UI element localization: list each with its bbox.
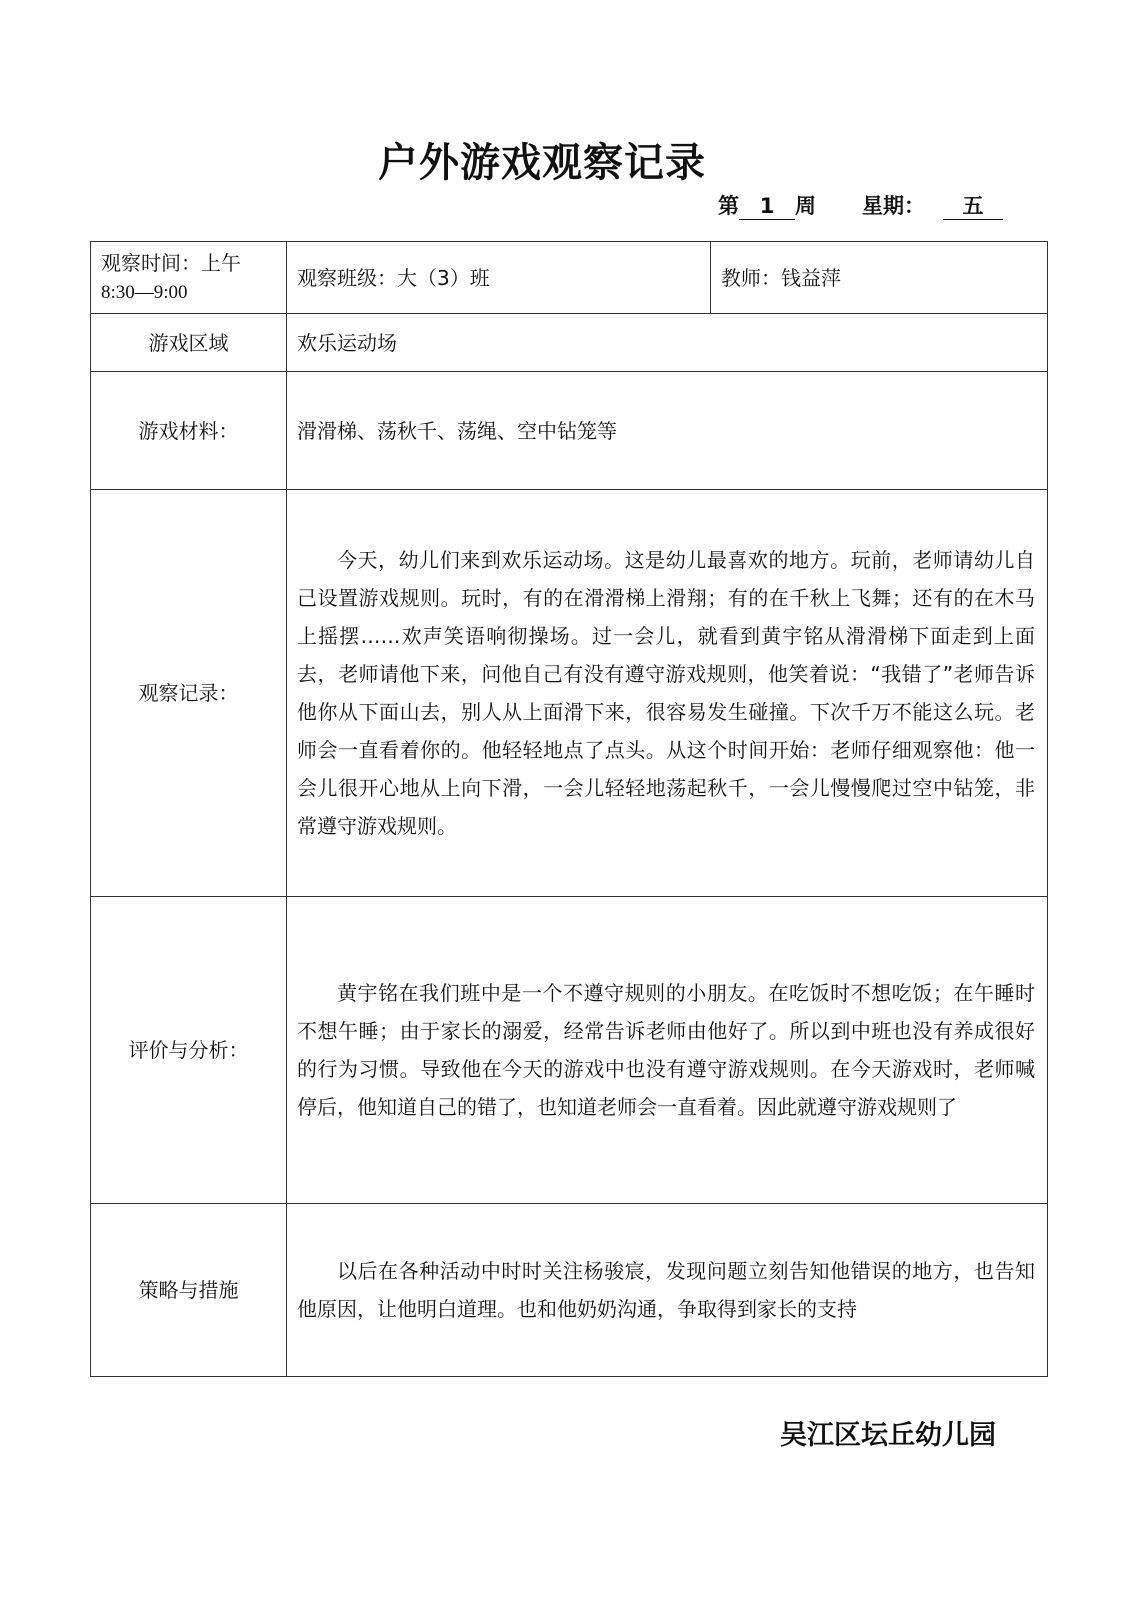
teacher-name: 教师：钱益萍 <box>711 242 1048 314</box>
week-number: 1 <box>739 193 795 220</box>
strategy-label: 策略与措施 <box>91 1204 287 1377</box>
materials-value: 滑滑梯、荡秋千、荡绳、空中钻笼等 <box>287 372 1048 490</box>
area-row <box>91 314 1048 372</box>
observation-time-cell <box>91 242 287 314</box>
weekday-value: 五 <box>943 193 1003 220</box>
observation-label: 观察记录： <box>91 490 287 897</box>
area-label: 游戏区域 <box>91 314 287 372</box>
week-prefix: 第 <box>718 194 739 218</box>
observation-content <box>287 490 1048 897</box>
observation-time-label: 观察时间：上午 <box>101 250 241 275</box>
observation-class: 观察班级：大（3）班 <box>287 242 711 314</box>
info-row <box>91 242 1048 314</box>
observation-table <box>90 241 1048 1377</box>
week-line <box>718 192 1003 220</box>
area-value: 欢乐运动场 <box>287 314 1048 372</box>
strategy-content <box>287 1204 1048 1377</box>
weekday-label: 星期： <box>862 194 925 218</box>
strategy-text: 以后在各种活动中时时关注杨骏宸，发现问题立刻告知他错误的地方，也告知他原因，让他明白道理。也和他奶奶沟通，争取得到家长的支持 <box>297 1259 1035 1321</box>
kindergarten-name: 吴江区坛丘幼儿园 <box>780 1420 996 1451</box>
evaluation-content <box>287 897 1048 1204</box>
evaluation-label: 评价与分析： <box>91 897 287 1204</box>
page-title: 户外游戏观察记录 <box>378 140 706 186</box>
materials-row <box>91 372 1048 490</box>
observation-text: 今天，幼儿们来到欢乐运动场。这是幼儿最喜欢的地方。玩前，老师请幼儿自己设置游戏规则。玩时，有的在滑滑梯上滑翔；有的在千秋上飞舞；还有的在木马上摇摆……欢声笑语响彻操场。过一会儿，就看到黄宇铭从滑滑梯下面走到上面去，老师请他下来，问他自己有没有遵守游戏规则，他笑着说：“我错了”老师告诉他你从下面山去，别人从上面滑下来，很容易发生碰撞。下次千万不能这么玩。老师会一直看着你的。他轻轻地点了点头。从这个时间开始：老师仔细观察他：他一会儿很开心地从上向下滑，一会儿轻轻地荡起秋千，一会儿慢慢爬过空中钻笼，非常遵守游戏规则。 <box>297 548 1035 838</box>
evaluation-text: 黄宇铭在我们班中是一个不遵守规则的小朋友。在吃饭时不想吃饭；在午睡时不想午睡；由于家长的溺爱，经常告诉老师由他好了。所以到中班也没有养成很好的行为习惯。导致他在今天的游戏中也没有遵守游戏规则。在今天游戏时，老师喊停后，他知道自己的错了，也知道老师会一直看着。因此就遵守游戏规则了 <box>297 981 1035 1119</box>
strategy-row <box>91 1204 1048 1377</box>
observation-time-value: 8:30—9:00 <box>101 281 188 303</box>
evaluation-row <box>91 897 1048 1204</box>
week-suffix: 周 <box>795 194 816 218</box>
observation-row <box>91 490 1048 897</box>
materials-label: 游戏材料： <box>91 372 287 490</box>
